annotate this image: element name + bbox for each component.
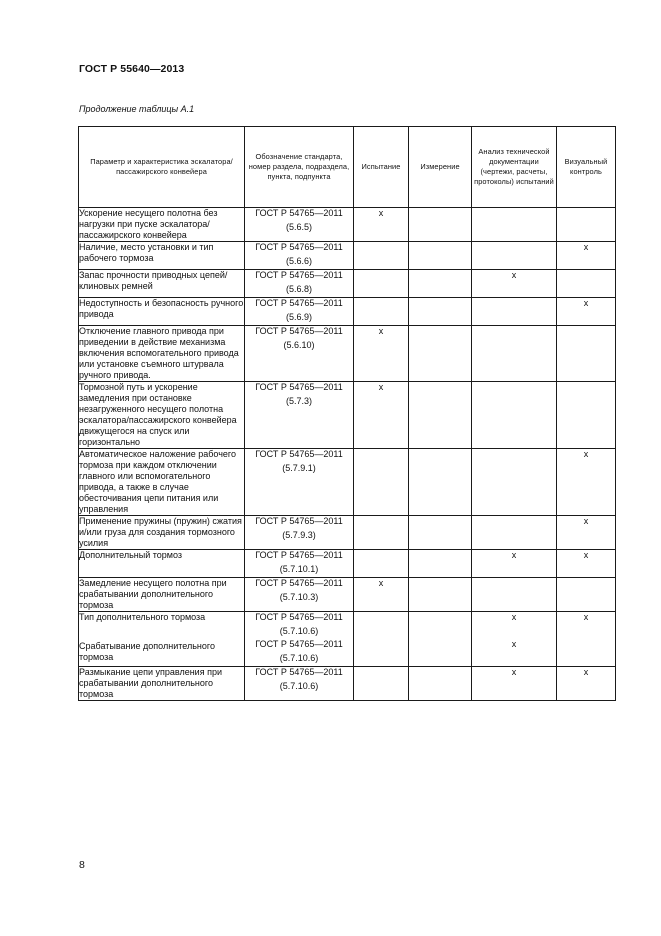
- visual-mark: x: [557, 449, 616, 516]
- visual-mark: x: [557, 667, 616, 701]
- standard-clause: (5.6.10): [283, 340, 315, 350]
- standard-cell: [245, 270, 354, 298]
- measurement-mark: [409, 639, 472, 667]
- visual-mark: [557, 382, 616, 449]
- table-body: [79, 208, 616, 701]
- visual-mark: x: [557, 516, 616, 550]
- visual-mark: x: [557, 612, 616, 640]
- test-mark: x: [354, 208, 409, 242]
- standard-clause: (5.7.9.1): [282, 463, 316, 473]
- standard-clause: (5.6.8): [285, 284, 312, 294]
- table-row: [79, 208, 616, 242]
- standard-designation: ГОСТ Р 54765—2011: [255, 242, 343, 252]
- table-row: [79, 270, 616, 298]
- standard-cell: [245, 326, 354, 382]
- visual-mark: [557, 326, 616, 382]
- standard-designation: ГОСТ Р 54765—2011: [255, 612, 343, 622]
- table-row: [79, 612, 616, 640]
- parameter-cell: Отключение главного привода при приведении в действие механизма включения вспомогательного привода или установке съемного штурвала ручного привода.: [79, 326, 245, 382]
- test-mark: [354, 516, 409, 550]
- measurement-mark: [409, 449, 472, 516]
- standard-designation: ГОСТ Р 54765—2011: [255, 639, 343, 649]
- parameter-cell: Тип дополнительного тормоза: [79, 612, 245, 640]
- requirements-table: [78, 126, 616, 701]
- measurement-mark: [409, 270, 472, 298]
- standard-designation: ГОСТ Р 54765—2011: [255, 516, 343, 526]
- visual-mark: [557, 578, 616, 612]
- documentation-mark: [472, 298, 557, 326]
- visual-mark: x: [557, 298, 616, 326]
- table-row: [79, 516, 616, 550]
- measurement-mark: [409, 612, 472, 640]
- standard-cell: [245, 612, 354, 640]
- measurement-mark: [409, 516, 472, 550]
- standard-clause: (5.6.6): [285, 256, 312, 266]
- column-header-documentation-analysis: Анализ технической документации (чертежи, расчеты, протоколы) испытаний: [472, 127, 557, 208]
- table-header-row: [79, 127, 616, 208]
- visual-mark: x: [557, 550, 616, 578]
- parameter-cell: Срабатывание дополнительного тормоза: [79, 639, 245, 667]
- documentation-mark: x: [472, 550, 557, 578]
- parameter-cell: Наличие, место установки и тип рабочего тормоза: [79, 242, 245, 270]
- standard-cell: [245, 516, 354, 550]
- documentation-mark: x: [472, 639, 557, 667]
- column-header-test: Испытание: [354, 127, 409, 208]
- test-mark: x: [354, 578, 409, 612]
- parameter-cell: Ускорение несущего полотна без нагрузки при пуске эскалатора/пассажирского конвейера: [79, 208, 245, 242]
- documentation-mark: [472, 578, 557, 612]
- standard-designation: ГОСТ Р 54765—2011: [255, 382, 343, 392]
- standard-clause: (5.7.10.6): [279, 681, 319, 691]
- standard-clause: (5.7.10.6): [279, 626, 319, 636]
- table-row: [79, 298, 616, 326]
- measurement-mark: [409, 382, 472, 449]
- table-row: [79, 639, 616, 667]
- visual-mark: [557, 208, 616, 242]
- table-row: [79, 382, 616, 449]
- parameter-cell: Применение пружины (пружин) сжатия и/или груза для создания тормозного усилия: [79, 516, 245, 550]
- document-standard-id: ГОСТ Р 55640—2013: [79, 63, 185, 75]
- documentation-mark: [472, 242, 557, 270]
- parameter-cell: Автоматическое наложение рабочего тормоза при каждом отключении главного или вспомогательного привода, а также в случае обесточивания цепи питания или управления: [79, 449, 245, 516]
- test-mark: x: [354, 382, 409, 449]
- documentation-mark: x: [472, 612, 557, 640]
- standard-cell: [245, 382, 354, 449]
- parameter-cell: Недоступность и безопасность ручного привода: [79, 298, 245, 326]
- parameter-cell: Размыкание цепи управления при срабатывании дополнительного тормоза: [79, 667, 245, 701]
- table-row: [79, 449, 616, 516]
- page-number: 8: [79, 859, 85, 871]
- standard-clause: (5.7.10.1): [279, 564, 319, 574]
- standard-designation: ГОСТ Р 54765—2011: [255, 449, 343, 459]
- standard-clause: (5.7.10.3): [279, 592, 319, 602]
- table-row: [79, 242, 616, 270]
- measurement-mark: [409, 578, 472, 612]
- standard-cell: [245, 639, 354, 667]
- measurement-mark: [409, 667, 472, 701]
- documentation-mark: x: [472, 270, 557, 298]
- standard-cell: [245, 667, 354, 701]
- standard-designation: ГОСТ Р 54765—2011: [255, 208, 343, 218]
- standard-cell: [245, 550, 354, 578]
- table-row: [79, 550, 616, 578]
- test-mark: [354, 667, 409, 701]
- visual-mark: [557, 270, 616, 298]
- measurement-mark: [409, 242, 472, 270]
- column-header-measurement: Измерение: [409, 127, 472, 208]
- documentation-mark: [472, 516, 557, 550]
- standard-cell: [245, 578, 354, 612]
- table-continuation-caption: Продолжение таблицы А.1: [79, 104, 195, 114]
- standard-designation: ГОСТ Р 54765—2011: [255, 667, 343, 677]
- standard-cell: [245, 242, 354, 270]
- table-row: [79, 667, 616, 701]
- column-header-visual-control: Визуальный контроль: [557, 127, 616, 208]
- parameter-cell: Запас прочности приводных цепей/клиновых ремней: [79, 270, 245, 298]
- measurement-mark: [409, 326, 472, 382]
- measurement-mark: [409, 550, 472, 578]
- standard-designation: ГОСТ Р 54765—2011: [255, 578, 343, 588]
- test-mark: [354, 449, 409, 516]
- test-mark: [354, 298, 409, 326]
- documentation-mark: [472, 208, 557, 242]
- standard-clause: (5.7.10.6): [279, 653, 319, 663]
- measurement-mark: [409, 208, 472, 242]
- test-mark: [354, 242, 409, 270]
- documentation-mark: [472, 382, 557, 449]
- standard-clause: (5.6.5): [285, 222, 312, 232]
- documentation-mark: [472, 326, 557, 382]
- parameter-cell: Тормозной путь и ускорение замедления при остановке незагруженного несущего полотна эскалатора/пассажирского конвейера движущегося на спуск или горизонтально: [79, 382, 245, 449]
- visual-mark: [557, 639, 616, 667]
- standard-designation: ГОСТ Р 54765—2011: [255, 270, 343, 280]
- standard-clause: (5.6.9): [285, 312, 312, 322]
- parameter-cell: Замедление несущего полотна при срабатывании дополнительного тормоза: [79, 578, 245, 612]
- test-mark: [354, 550, 409, 578]
- test-mark: [354, 612, 409, 640]
- column-header-standard: Обозначение стандарта, номер раздела, подраздела, пункта, подпункта: [245, 127, 354, 208]
- standard-clause: (5.7.9.3): [282, 530, 316, 540]
- standard-designation: ГОСТ Р 54765—2011: [255, 326, 343, 336]
- standard-clause: (5.7.3): [285, 396, 312, 406]
- standard-cell: [245, 208, 354, 242]
- column-header-parameter: Параметр и характеристика эскалатора/пассажирского конвейера: [79, 127, 245, 208]
- standard-designation: ГОСТ Р 54765—2011: [255, 298, 343, 308]
- test-mark: [354, 639, 409, 667]
- standard-cell: [245, 298, 354, 326]
- test-mark: x: [354, 326, 409, 382]
- visual-mark: x: [557, 242, 616, 270]
- documentation-mark: [472, 449, 557, 516]
- standard-cell: [245, 449, 354, 516]
- documentation-mark: x: [472, 667, 557, 701]
- table-row: [79, 578, 616, 612]
- table-row: [79, 326, 616, 382]
- test-mark: [354, 270, 409, 298]
- measurement-mark: [409, 298, 472, 326]
- parameter-cell: Дополнительный тормоз: [79, 550, 245, 578]
- standard-designation: ГОСТ Р 54765—2011: [255, 550, 343, 560]
